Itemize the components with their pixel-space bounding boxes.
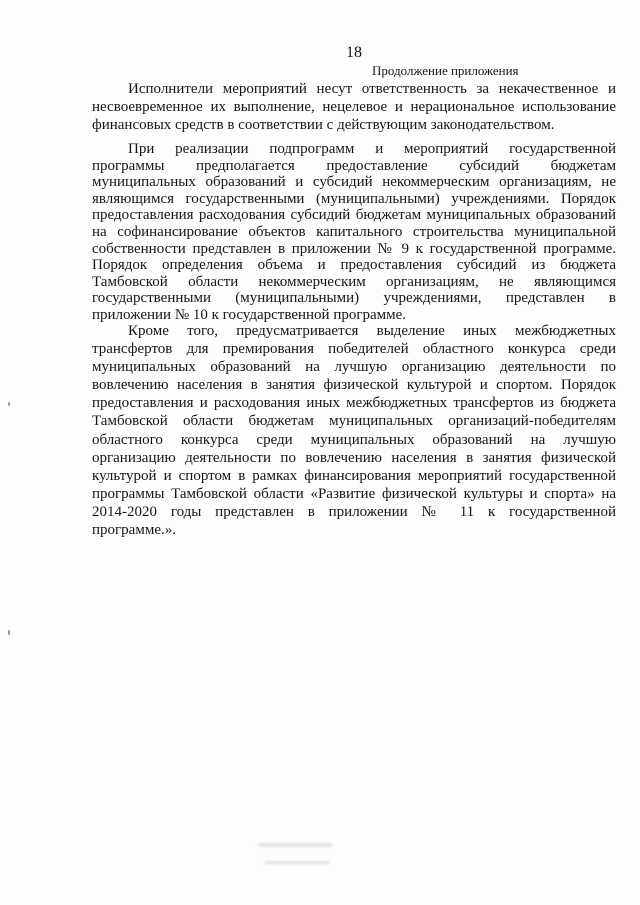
paragraph-transfers	[92, 322, 616, 539]
scan-smudge	[264, 861, 330, 864]
scan-smudge	[258, 843, 332, 847]
scan-mark	[8, 402, 10, 406]
text-line: Исполнители мероприятий несут ответственность за некачественное и	[128, 81, 616, 97]
text-line: муниципальных образований и субсидий некоммерческим организациям, не	[92, 174, 616, 191]
text-line: При реализации подпрограмм и мероприятий государственной	[128, 141, 616, 157]
text-line: Тамбовской области некоммерческим организациям, не являющимся	[92, 273, 616, 290]
text-line: программе.».	[92, 522, 176, 539]
scan-mark	[8, 630, 10, 635]
text-line: муниципальных образований на лучшую организацию деятельности по	[92, 359, 616, 376]
text-line: приложении № 10 к государственной программе.	[92, 306, 407, 323]
paragraph-subsidies	[92, 141, 616, 324]
text-line: областного конкурса среди муниципальных образований на лучшую	[92, 431, 616, 448]
page-number: 18	[346, 44, 362, 61]
paragraph-responsibility	[92, 80, 616, 134]
text-line: финансовых средств в соответствии с действующим законодательством.	[92, 117, 555, 133]
text-line: Кроме того, предусматривается выделение иных межбюджетных	[128, 323, 616, 339]
text-line: программы предполагается предоставление субсидий бюджетам	[92, 157, 616, 174]
text-line: Тамбовской области бюджетам муниципальных организаций-победителям	[92, 413, 616, 430]
text-line: организацию деятельности по вовлечению населения в занятия физической	[92, 449, 616, 466]
text-line: собственности представлен в приложении № 9 к государственной программе.	[92, 240, 616, 257]
text-line: на софинансирование объектов капитального строительства муниципальной	[92, 223, 616, 240]
text-line: культурой и спортом в рамках финансирования мероприятий государственной	[92, 467, 616, 484]
text-line: 2014-2020 годы представлен в приложении № 11 к государственной	[92, 503, 616, 520]
text-line: программы Тамбовской области «Развитие физической культуры и спорта» на	[92, 485, 616, 502]
text-line: являющимся государственными (муниципальными) учреждениями. Порядок	[92, 190, 616, 207]
text-line: предоставления и расходования иных межбюджетных трансфертов из бюджета	[92, 395, 616, 412]
text-line: государственными (муниципальными) учреждениями, представлен в	[92, 290, 616, 307]
text-line: вовлечению населения в занятия физической культурой и спортом. Порядок	[92, 377, 616, 394]
text-line: несвоевременное их выполнение, нецелевое и нерациональное использование	[92, 99, 616, 115]
text-line: предоставления расходования субсидий бюджетам муниципальных образований	[92, 207, 616, 224]
text-line: трансфертов для премирования победителей областного конкурса среди	[92, 341, 616, 358]
continuation-note: Продолжение приложения	[372, 63, 519, 78]
text-line: Порядок определения объема и предоставления субсидий из бюджета	[92, 257, 616, 274]
